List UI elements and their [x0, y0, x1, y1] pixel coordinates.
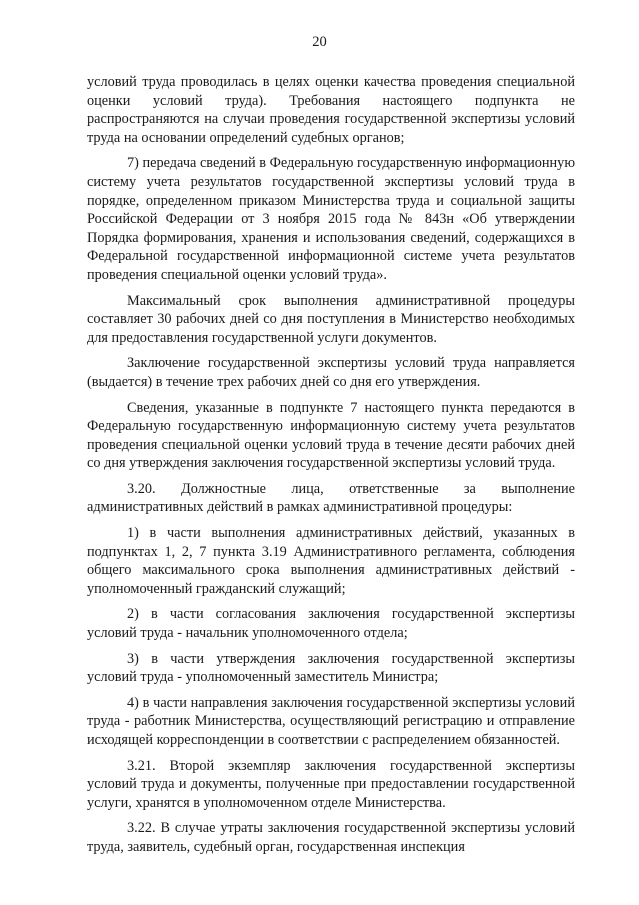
paragraph-3-20-item-4: 4) в части направления заключения государственной экспертизы условий труда - работник Министерства, осуществляющий регистрацию и отправление исходящей корреспонденции в соответствии с распределением обязанностей. — [87, 694, 575, 748]
paragraph-3-20-item-1: 1) в части выполнения административных действий, указанных в подпунктах 1, 2, 7 пункта 3.19 Административного регламента, соблюдения общего максимального срока выполнения административных действий - уполномоченный гражданский служащий; — [87, 525, 575, 597]
paragraph-3-20: 3.20. Должностные лица, ответственные за выполнение административных действий в рамках административной процедуры: — [87, 480, 575, 516]
paragraph-item-7: 7) передача сведений в Федеральную государственную информационную систему учета результатов государственной экспертизы условий труда в порядке, определенном приказом Министерства труда и социальной защиты Российской Федерации от 3 ноября 2015 года № 843н «Об утверждении Порядка формирования, хранения и использования сведений, содержащихся в Федеральной государственной информационной системе учета результатов проведения специальной оценки условий труда». — [87, 155, 576, 283]
paragraph-conclusion-sent: Заключение государственной экспертизы условий труда направляется (выдается) в течение трех рабочих дней со дня его утверждения. — [87, 355, 575, 390]
body-text — [87, 73, 575, 857]
paragraph-3-20-item-2: 2) в части согласования заключения государственной экспертизы условий труда - начальник уполномоченного отдела; — [87, 606, 575, 642]
paragraph-continuation: условий труда проводилась в целях оценки качества проведения специальной оценки условий труда). Требования настоящего подпункта не распространяются на случаи проведения государственной экспертизы условий труда на основании определений судебных органов; — [87, 74, 575, 146]
page-number: 20 — [312, 34, 327, 50]
paragraph-3-20-item-3: 3) в части утверждения заключения государственной экспертизы условий труда - уполномоченный заместитель Министра; — [87, 650, 575, 686]
paragraph-info-transfer: Сведения, указанные в подпункте 7 настоящего пункта передаются в Федеральную государственную информационную систему учета результатов проведения специальной оценки условий труда в течение десяти рабочих дней со дня утверждения заключения государственной экспертизы условий труда. — [87, 399, 575, 472]
paragraph-3-21: 3.21. Второй экземпляр заключения государственной экспертизы условий труда и документы, полученные при предоставлении государственной услуги, хранятся в уполномоченном отделе Министерства. — [87, 757, 575, 811]
paragraph-3-22: 3.22. В случае утраты заключения государственной экспертизы условий труда, заявитель, судебный орган, государственная инспекция — [87, 820, 575, 855]
paragraph-max-term: Максимальный срок выполнения административной процедуры составляет 30 рабочих дней со дня поступления в Министерство необходимых для предоставления государственной услуги документов. — [87, 292, 575, 346]
